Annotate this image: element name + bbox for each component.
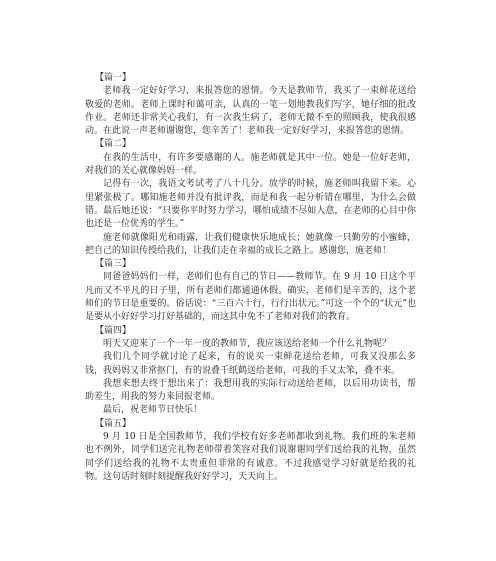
article (85, 72, 416, 484)
paragraph: 老师我一定好好学习，来报答您的恩情。今天是教师节，我买了一束鲜花送给敬爱的老师。老师上课时和蔼可亲，认真的一笔一划地教我们写字，她仔细的批改作业。老师还非常关心我们，有一次我生病了，老师无微不至的照顾我，使我很感动。在此说一声老师谢谢您，您辛苦了！老师我一定好好学习，来报答您的恩情。 (85, 86, 416, 137)
section-heading: 【篇三】 (95, 259, 132, 270)
paragraph: 记得有一次，我语文考试考了八十几分。放学的时候，施老师叫我留下来。心里紧张极了。哪知施老师并没有批评我，而是和我一起分析错在哪里，为什么会做错。最后她还说：“只要你平时努力学习，哪怕成绩不尽如人意，在老师的心目中你也还是一位优秀的学生。” (85, 179, 416, 230)
section-2 (85, 138, 416, 258)
section-4 (85, 325, 416, 418)
paragraph: 在我的生活中，有许多要感谢的人。施老师就是其中一位。她是一位好老师，对我们的关心就像妈妈一样。 (85, 152, 416, 177)
section-1 (85, 72, 416, 138)
paragraph: 同爸爸妈妈们一样，老师们也有自己的节日——教师节。在 9 月 10 日这个平凡而又不平凡的日子里，所有老师们都通通休假。确实，老师们是辛苦的，这个老师们的节日是重要的。俗话说：“三百六十行，行行出状元。”可这一个个的“状元”也是要从小好好学习打好基础的，而这其中免不了老师对我们的教育。 (85, 272, 416, 323)
section-heading: 【篇一】 (95, 73, 132, 83)
paragraph: 我想来想去终于想出来了：我想用我的实际行动送给老师，以后用功读书，帮助差生，用我的努力来回报老师。 (85, 378, 416, 403)
section-heading: 【篇四】 (95, 325, 132, 336)
paragraph: 明天又迎来了一个一年一度的教师节，我应该送给老师一个什么礼物呢？ (103, 338, 392, 349)
paragraph: 施老师就像阳光和雨露，让我们健康快乐地成长；她就像一只勤劳的小蜜蜂，把自己的知识传授给我们，让我们走在幸福的成长之路上。感谢您，施老师！ (85, 232, 416, 256)
paragraph: 我们几个同学就讨论了起来，有的说买一束鲜花送给老师，可我又没那么多钱，我妈妈又非常抠门，有的说叠千纸鹤送给老师，可我的手又太笨，叠不来。 (85, 352, 416, 376)
section-heading: 【篇二】 (95, 139, 132, 150)
section-heading: 【篇五】 (95, 418, 132, 429)
section-3 (85, 258, 416, 324)
section-5 (85, 418, 416, 484)
paragraph: 最后，祝老师节日快乐！ (103, 405, 203, 416)
paragraph: 9 月 10 日是全国教师节，我们学校有好多老师都收到礼物。我们班的朱老师也不例外，同学们送完礼物老师带着笑容对我们说谢谢同学们送给我的礼物，虽然同学们送给我的礼物不太贵重但非常的有诚意。不过我感觉学习好就是给我的礼物。这句话时刻时刻提醒我好好学习，天天向上。 (85, 432, 416, 482)
